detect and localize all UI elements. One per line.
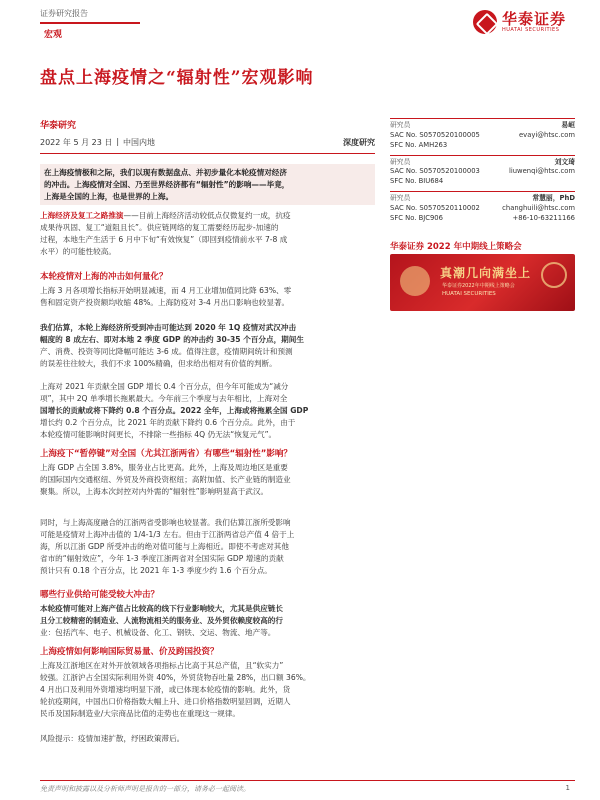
section-line: 成果待巩固、复工“道阻且长”。供应链网络的复工需要经历起步-加速的 (40, 222, 279, 232)
section-heading: 本轮疫情对上海的冲击如何量化？ (40, 272, 168, 282)
date-separator: | (116, 137, 120, 146)
analyst-sac: SAC No. S0570520100003 (390, 167, 480, 176)
section-heading: 上海疫下“暂停键”对全国（尤其江浙两省）有哪些“辐射性”影响？ (40, 449, 292, 459)
analyst-sac: SAC No. S0570520110002 (390, 203, 480, 212)
analyst-name: 常慧丽，PhD (532, 194, 575, 203)
promo-ring-icon (541, 262, 567, 288)
section-line: 项”，其中 2Q 单季增长拖累最大。今年前三个季度与去年相比，上海对全 (40, 393, 288, 403)
section-line: 过程，本地生产生活于 6 月中下旬“有效恢复”（即回到疫情前水平 7-8 成 (40, 234, 288, 244)
summary-line: 在上海疫情极和之际，我们以现有数据盘点、并初步量化本轮疫情对经济 (44, 168, 287, 177)
section-reopen-path (40, 210, 375, 258)
section-line: 同时，与上海高度融合的江浙两省受影响也较显著。我们估算江浙所受影响 (40, 518, 291, 527)
date-row (40, 137, 375, 154)
analyst-sfc: SFC No. AMH263 (390, 140, 448, 149)
report-meta (40, 118, 375, 154)
section-line: 且分工较精密的制造业、人流物流相关的服务业、及外贸依赖度较高的行 (40, 615, 283, 625)
analyst-card (390, 191, 575, 224)
analyst-panel (390, 118, 575, 228)
section-line: 售和固定资产投资额均收缩 48%。上海防疫对 3-4 月出口影响也较显著。 (40, 297, 290, 307)
promo-banner[interactable] (390, 254, 575, 311)
section-line: 的误差往往较大，我们不求 100%精确，但求给出相对有价值的判断。 (40, 358, 277, 368)
report-date: 2022 年 5 月 23 日 (40, 138, 113, 147)
analyst-email[interactable]: liuwenqi@htsc.com (508, 167, 575, 176)
section-line: 预计只有 0.18 个百分点，比 2021 年 1-3 季度少约 1.6 个百分点。 (40, 565, 272, 575)
summary-line: 的冲击。上海疫情对全国、乃至世界经济都有“辐射性”的影响——毕竟， (44, 179, 290, 189)
page-number: 1 (565, 784, 570, 792)
report-title: 盘点上海疫情之“辐射性”宏观影响 (40, 68, 314, 88)
section-line: 省市的“辐射效应”，今年 1-3 季度江浙两省对全国实际 GDP 增速的贡献 (40, 553, 284, 563)
section-line: 可能是疫情对上海冲击值的 1/4-1/3 左右。但由于江浙两省总产值 4 倍于上 (40, 529, 295, 539)
section-heading: 上海疫情如何影响国际贸易量、价及跨国投资？ (40, 647, 219, 657)
section-line: 较强。江浙沪占全国实际利用外资 40%，外贸货物吞吐量 28%，出口额 36%。 (40, 672, 311, 682)
section-line: 产、消费、投资等同比降幅可能达 3-6 成。值得注意，疫情期间统计和预测 (40, 346, 293, 356)
summary-box (40, 164, 375, 205)
report-kind: 深度研究 (343, 138, 375, 147)
section-line: 上海及江浙地区在对外开放领域各项指标占比高于其总产值，且“软实力” (40, 661, 284, 670)
promo-main-text: 真潮几向满坐上 (440, 266, 532, 280)
brand-logo (473, 10, 566, 34)
promo-heading: 华泰证券 2022 年中期线上策略会 (390, 242, 522, 252)
section-line: 我们估算，本轮上海经济所受到冲击可能达到 2020 年 1Q 疫情对武汉冲击 (40, 323, 297, 332)
section-heading: 上海经济及复工之路推演 (40, 211, 124, 220)
analyst-sac: SAC No. S0570520100005 (390, 130, 480, 139)
footer-rule (40, 780, 575, 781)
section-line: 幅度的 8 成左右、即对本地 2 季度 GDP 的冲击约 30-35 个百分点，期间生 (40, 334, 304, 344)
huatai-logo-icon (473, 10, 497, 34)
section-line: 聚集。所以，上海本次封控对内外需的“辐射性”影响明显高于武汉。 (40, 486, 269, 496)
analyst-sfc: SFC No. BIU684 (390, 177, 444, 186)
section-estimate (40, 322, 375, 370)
risk-warning (40, 733, 375, 745)
risk-text: 风险提示：疫情加速扩散，纾困政策滞后。 (40, 734, 185, 743)
section-jiangzhe (40, 517, 375, 577)
promo-emblem-icon (400, 266, 430, 296)
section-line: 上海 GDP 占全国 3.8%，服务业占比更高。此外，上海及周边地区是重要 (40, 463, 288, 472)
section-line: 国增长的贡献或将下降约 0.8 个百分点。2022 全年，上海或将拖累全国 GDP (40, 405, 309, 415)
section-line: 水平）的可能性较高。 (40, 246, 116, 256)
section-line: 4 月出口及利用外资增速均明显下滑，或已体现本轮疫情的影响。此外，货 (40, 684, 291, 694)
analyst-phone: +86-10-63211166 (512, 213, 575, 222)
section-line: 上海对 2021 年贡献全国 GDP 增长 0.4 个百分点，但今年可能成为“减分 (40, 382, 289, 391)
analyst-role: 研究员 (390, 194, 411, 203)
section-line: 本轮疫情可能影响时间更长，不排除一些指标 4Q 仍无法“恢复元气”。 (40, 429, 277, 439)
logo-chinese-name: 华泰证券 (501, 10, 566, 28)
section-heading: 哪些行业供给可能受较大冲击？ (40, 590, 160, 600)
category-tag: 宏观 (44, 30, 63, 40)
section-line: 的国际国内交通枢纽、外贸及外商投资枢纽；高附加值、长产业链的制造业 (40, 474, 291, 484)
analyst-email[interactable]: evayi@htsc.com (518, 130, 575, 139)
analyst-card (390, 118, 575, 151)
logo-english-name: HUATAI SECURITIES (501, 26, 560, 33)
analyst-role: 研究员 (390, 157, 411, 166)
section-radiation-effect (40, 447, 375, 498)
analyst-name: 易峘 (561, 121, 575, 129)
summary-line: 上海是全国的上海，也是世界的上海。 (44, 191, 174, 201)
section-line: 业：包括汽车、电子、机械设备、化工、钢铁、交运、物流、地产等。 (40, 627, 276, 637)
analyst-name: 刘文琦 (554, 157, 575, 166)
analyst-sfc: SFC No. BJC906 (390, 213, 443, 222)
section-quantify-impact (40, 270, 375, 309)
footer-disclaimer: 免责声明和披露以及分析师声明是报告的一部分，请务必一起阅读。 (40, 785, 250, 793)
section-line: 民币及国际制造业/大宗商品比值的走势也在重现这一规律。 (40, 708, 240, 718)
report-series: 华泰研究 (40, 121, 77, 131)
section-line: 海，所以江浙 GDP 所受冲击的绝对值可能与上海相近。即使不考虑对其他 (40, 541, 289, 551)
report-region: 中国内地 (123, 138, 156, 147)
section-line: 上海 3 月各项增长指标开始明显减速，而 4 月工业增加值同比降 63%、零 (40, 286, 292, 295)
report-type-label: 证券研究报告 (40, 9, 88, 18)
header-rule (40, 22, 140, 24)
analyst-email[interactable]: changhuili@htsc.com (502, 203, 575, 212)
section-gdp-contribution (40, 381, 375, 441)
analyst-card (390, 155, 575, 188)
analyst-role: 研究员 (390, 121, 411, 129)
promo-subtitle-en: HUATAI SECURITIES (442, 291, 496, 297)
promo-subtitle: 华泰证券2022年中期线上策略会 (442, 283, 515, 289)
section-line: 增长约 0.2 个百分点，比 2021 年的贡献下降约 0.6 个百分点。此外，由于 (40, 417, 296, 427)
section-line: 上海经济及复工之路推演——目前上海经济活动较低点仅微复约一成，抗疫 (40, 211, 291, 220)
section-line: 轮抗疫期间，中国出口价格指数大幅上升、进口价格指数明显回调，近期人 (40, 696, 291, 706)
section-industries (40, 588, 375, 639)
section-line: 本轮疫情可能对上海产值占比较高的线下行业影响较大，尤其是供应链长 (40, 604, 283, 613)
section-trade (40, 645, 375, 720)
